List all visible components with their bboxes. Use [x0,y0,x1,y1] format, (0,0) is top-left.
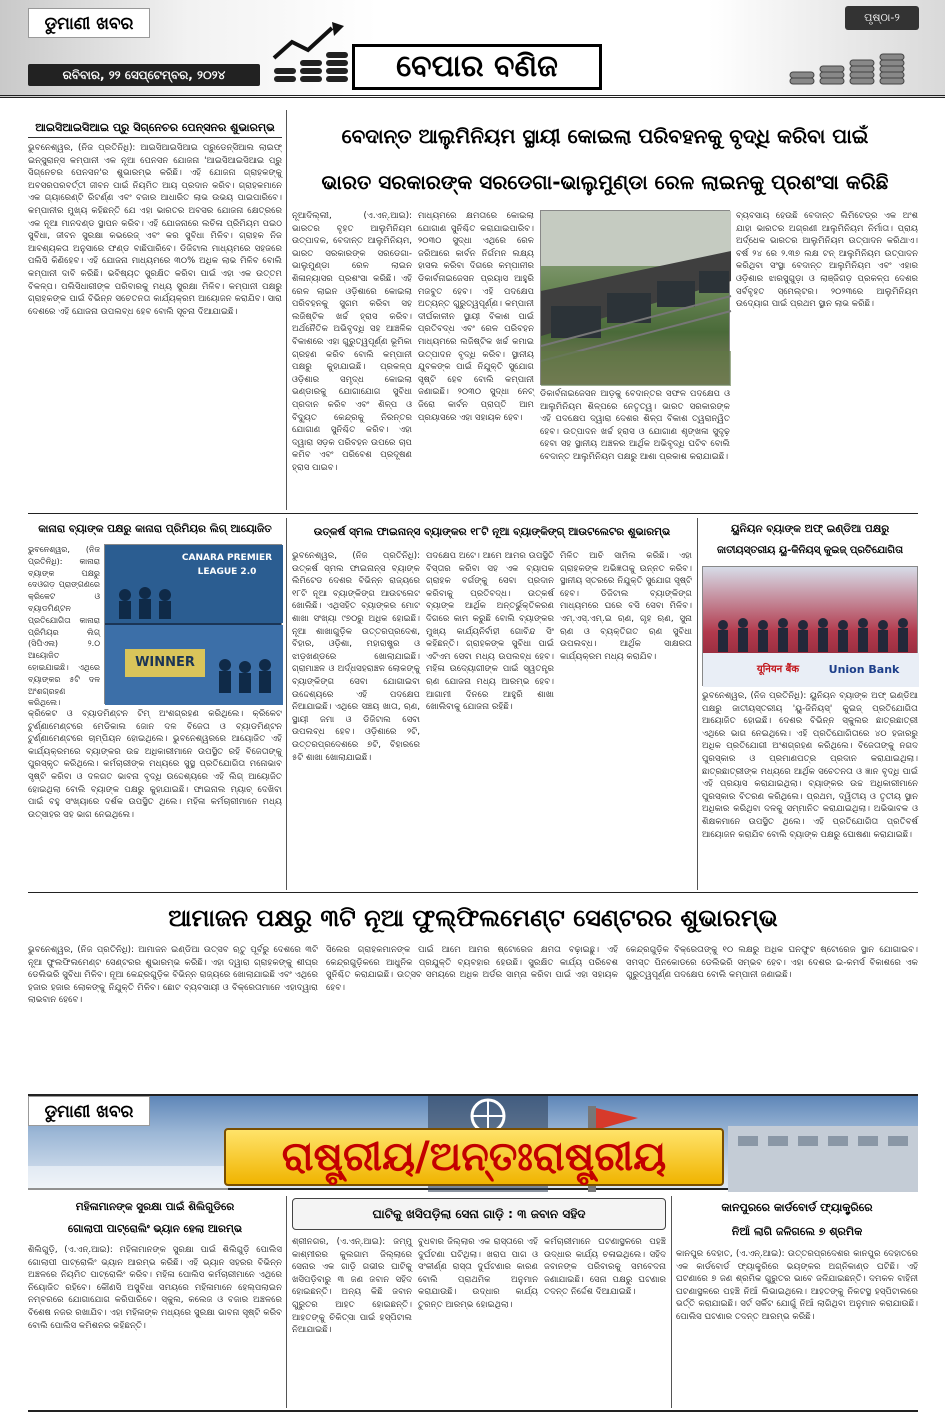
coin-stack-icon [274,76,296,82]
icici-headline: ଆଇସିଆଇସିଆଇ ପ୍ରୁ ସିଗ୍ନେଚର ପେନ୍‌ସନର ଶୁଭାରମ୍ଭ [28,118,282,138]
column-divider [286,110,287,510]
utkarsh-article-col1: ଭୁବନେଶ୍ୱର, (ନିଜ ପ୍ରତିନିଧି): ଉତ୍କର୍ଷ ସ୍ମଲ ଫାଇନାନ୍ସ ବ୍ୟାଙ୍କ ଲିମିଟେଡ ଦେଶର ବିଭିନ୍ନ ରାଜ୍ୟରେ ୧୮ଟି ନୂଆ ବ୍ୟାଙ୍କିଙ୍ଗ ଆଉଟଲେଟ ଖୋଲିଛି। ଏଥିସହିତ ବ୍ୟାଙ୍କର ମୋଟ ଶାଖା ସଂଖ୍ୟା ୯୭୦ରୁ ଅଧିକ ହୋଇଛି। ନୂଆ ଶାଖାଗୁଡ଼ିକ ଉତ୍ତରପ୍ରଦେଶ, ବିହାର, ଓଡ଼ିଶା, ମହାରାଷ୍ଟ୍ର ଓ ଝାଡ଼ଖଣ୍ଡରେ ଖୋଲାଯାଇଛି। ଗ୍ରାମାଞ୍ଚଳ ଓ ଅର୍ଦ୍ଧସହରାଞ୍ଚଳ ଲୋକଙ୍କୁ ବ୍ୟାଙ୍କିଙ୍ଗ ସେବା ଯୋଗାଇବା ଉଦ୍ଦେଶ୍ୟରେ ଏହି ପଦକ୍ଷେପ ନିଆଯାଇଛି। ଏଥିରେ ସଞ୍ଚୟ ଖାତା, ଋଣ, ସ୍ଥାୟୀ ଜମା ଓ ଡିଜିଟାଲ ସେବା ଉପଲବ୍ଧ ହେବ। ଓଡ଼ିଶାରେ ୨ଟି, ଉତ୍ତରପ୍ରଦେଶରେ ୭ଟି, ବିହାରରେ ୫ଟି ଶାଖା ଖୋଲାଯାଇଛି। [292,551,423,763]
union-photo-event [702,566,918,686]
icici-article-body: ଭୁବନେଶ୍ୱର, (ନିଜ ପ୍ରତିନିଧି): ଆଇସିଆଇସିଆଇ ପ୍ରୁଡେନ୍ସିଆଲ ଲାଇଫ୍ ଇନ୍ସୁରାନ୍ସ କମ୍ପାନୀ ଏକ ନୂଆ ପେନସନ ଯୋଜନା 'ଆଇସିଆଇସିଆଇ ପ୍ରୁ ସିଗ୍ନେଚର ପେନସନ'ର ଶୁଭାରମ୍ଭ କରିଛି। ଏହି ଯୋଜନା ଗ୍ରାହକଙ୍କୁ ଅବସରପରବର୍ତ୍ତୀ ଜୀବନ ପାଇଁ ନିୟମିତ ଆୟ ପ୍ରଦାନ କରିବ। ଗ୍ରାହକମାନେ ଏକ ଗ୍ୟାରେଣ୍ଟି ରିଟର୍ଣ୍ଣ ଏବଂ ବଜାର ଆଧାରିତ ଲାଭ ଉଭୟ ପାଇପାରିବେ। କମ୍ପାନୀର ମୁଖ୍ୟ କହିଛନ୍ତି ଯେ ଏହା ଭାରତର ଅବସର ଯୋଜନା କ୍ଷେତ୍ରରେ ଏକ ନୂଆ ମାନଦଣ୍ଡ ସ୍ଥାପନ କରିବ। ଏହି ଯୋଜନାରେ ଲଚିଳା ପ୍ରିମିୟମ ପଇଠ ସୁବିଧା, ଜୀବନ ସୁରକ୍ଷା କଭରେଜ୍ ଏବଂ କର ସୁବିଧା ମିଳିବ। ଗ୍ରାହକ ନିଜ ଆବଶ୍ୟକତା ଅନୁସାରେ ଫଣ୍ଡ ବାଛିପାରିବେ। ଡିଜିଟାଲ ମାଧ୍ୟମରେ ସହଜରେ ପଲିସି କିଣିହେବ। ଏହି ଯୋଜନା ମାଧ୍ୟମରେ ୩୦% ଅଧିକ ଲାଭ ମିଳିବ ବୋଲି କମ୍ପାନୀ ଦାବି କରିଛି। ଭବିଷ୍ୟତ ସୁରକ୍ଷିତ କରିବା ପାଇଁ ଏହା ଏକ ଉତ୍ତମ ବିକଳ୍ପ। ପଲିସିଧାରୀଙ୍କ ପରିବାରକୁ ମଧ୍ୟ ସୁରକ୍ଷା ମିଳିବ। କମ୍ପାନୀ ପକ୍ଷରୁ ଗ୍ରାହକଙ୍କ ପାଇଁ ବିଭିନ୍ନ ସଚେତନତା କାର୍ଯ୍ୟକ୍ରମ ଆୟୋଜନ କରାଯିବ। ସାରା ଦେଶରେ ଏହି ଯୋଜନା ଉପଲବ୍ଧ ହେବ ବୋଲି ସୂଚନା ଦିଆଯାଇଛି। [28,143,285,317]
lead-headline-line1: ବେଦାନ୍ତ ଆଲୁମିନିୟମ ସ୍ଥାୟୀ କୋଇଲା ପରିବହନକୁ ବୃଦ୍ଧି କରିବା ପାଇଁ [341,124,869,148]
army-headline: ଘାଟିକୁ ଖସିପଡ଼ିଲା ସେନା ଗାଡ଼ି : ୩ ଜବାନ ସହିଦ [292,1198,666,1230]
siliguri-headline-line1: ମହିଳାମାନଙ୍କ ସୁରକ୍ଷା ପାଇଁ ଶିଲିଗୁଡିରେ [75,1201,235,1213]
lead-article-col3: ଡିକାର୍ବନାଇଜେସନ ଆଡ଼କୁ ବେଦାନ୍ତର ସଫଳ ପଦକ୍ଷେପ ଓ ଆଲୁମିନିୟମ ଶିଳ୍ପରେ ନେତୃତ୍ୱ। ଭାରତ ସରକାରଙ୍କ ଏହି ପଦକ୍ଷେପ ଦ୍ୱାରା ଦେଶର ଶିଳ୍ପ ବିକାଶ ତ୍ୱରାନ୍ୱିତ ହେବ। ଉତ୍ପାଦନ ଖର୍ଚ୍ଚ ହ୍ରାସ ଓ ଯୋଗାଣ ଶୃଙ୍ଖଳା ସୁଦୃଢ଼ ହେବା ସହ ସ୍ଥାନୀୟ ଅଞ୍ଚଳର ଆର୍ଥିକ ଅଭିବୃଦ୍ଧି ଘଟିବ ବୋଲି ବେଦାନ୍ତ ଆଲୁମିନିୟମ ପକ୍ଷରୁ ଆଶା ପ୍ରକାଶ କରାଯାଇଛି। [540,389,733,462]
coin-stack-icon [780,34,930,94]
canara-headline: କାନାରା ବ୍ୟାଙ୍କ ପକ୍ଷରୁ କାନାରା ପ୍ରିମିୟର ଲିଗ୍ ଆୟୋଜିତ [38,523,272,535]
siliguri-headline-line2: ଗୋଲାପୀ ପାଟ୍ରୋଲିଂ ଭ୍ୟାନ ହେଲା ଆରମ୍ଭ [67,1223,243,1235]
siliguri-article-body: ଶିଲିଗୁଡ଼ି, (ଏ.ଏନ୍.ଆଇ): ମହିଳାମାନଙ୍କ ସୁରକ୍ଷା ପାଇଁ ଶିଲିଗୁଡ଼ି ପୋଲିସ ଗୋଲାପୀ ପାଟ୍ରୋଲିଂ ଭ୍ୟାନ ଆରମ୍ଭ କରିଛି। ଏହି ଭ୍ୟାନ ସହରର ବିଭିନ୍ନ ଅଞ୍ଚଳରେ ନିୟମିତ ପାଟ୍ରୋଲିଂ କରିବ। ମହିଳା ପୋଲିସ କର୍ମଚାରୀମାନେ ଏଥିରେ ନିୟୋଜିତ ରହିବେ। କୌଣସି ଅସୁବିଧା ସମୟରେ ମହିଳାମାନେ ହେଲ୍ପଲାଇନ ନମ୍ବରରେ ଯୋଗାଯୋଗ କରିପାରିବେ। ସ୍କୁଲ, କଲେଜ ଓ ବଜାର ଅଞ୍ଚଳରେ ବିଶେଷ ନଜର ରଖାଯିବ। ଏହା ମହିଳାଙ୍କ ମଧ୍ୟରେ ସୁରକ୍ଷା ଭାବନା ସୃଷ୍ଟି କରିବ ବୋଲି ପୋଲିସ କମିଶନର କହିଛନ୍ତି। [28,1245,285,1331]
canara-photo-collage [104,544,282,704]
newspaper-brand: ଡୁମାଣୀ ଖବର [28,8,150,38]
lead-article-col2: ମାଧ୍ୟମରେ କ୍ଷମତାରେ କୋଇଲା ଯୋଗାଣ ସୁନିଶ୍ଚିତ କରାଯାଇପାରିବ। ୨୦୩୦ ସୁଦ୍ଧା ଏଥିରେ ରେଳ ଜରିଆରେ କାର୍ବନ ନିର୍ଗମନ ଲକ୍ଷ୍ୟ ହାସଲ କରିବା ଦିଗରେ କମ୍ପାନୀର ଡିକାର୍ବନାଇଜେସନ ପ୍ରୟାସ ଆହୁରି ମଜବୁତ ହେବ। ଏହି ପଦକ୍ଷେପ ଅତ୍ୟନ୍ତ ଗୁରୁତ୍ୱପୂର୍ଣ୍ଣ। କମ୍ପାନୀ ଦୀର୍ଘକାଳୀନ ସ୍ଥାୟୀ ବିକାଶ ପାଇଁ ପ୍ରତିବଦ୍ଧ ଏବଂ ରେଳ ପରିବହନ ମାଧ୍ୟମରେ ଲଜିଷ୍ଟିକ ଖର୍ଚ୍ଚ କମାଇ ଉତ୍ପାଦନ ବୃଦ୍ଧି କରିବ। ସ୍ଥାନୀୟ ଯୁବକଙ୍କ ପାଇଁ ନିଯୁକ୍ତି ସୁଯୋଗ ସୃଷ୍ଟି ହେବ ବୋଲି କମ୍ପାନୀ ଜଣାଇଛି। ୨୦୩୦ ସୁଦ୍ଧା ନେଟ୍ ଜିରୋ କାର୍ବନ ପ୍ରାପ୍ତି ଆମ ପ୍ରୟାସରେ ଏହା ସହାୟକ ହେବ। [418,211,537,423]
growth-chart-icon [270,20,350,96]
issue-date: ରବିବାର, ୨୨ ସେପ୍ଟେମ୍ବର, ୨୦୨୪ [28,64,260,86]
national-section-title: ରାଷ୍ଟ୍ରୀୟ/ଅନ୍ତଃରାଷ୍ଟ୍ରୀୟ [224,1128,724,1186]
kanpur-article-body: କାନପୁର ଦେହାତ, (ଏ.ଏନ୍.ଆଇ): ଉତ୍ତରପ୍ରଦେଶର କାନପୁର ଦେହାତରେ ଏକ କାର୍ଡବୋର୍ଡ ଫ୍ୟାକ୍ଟ୍ରିରେ ଭୟଙ୍କର ଅଗ୍ନିକାଣ୍ଡ ଘଟିଛି। ଏହି ଘଟଣାରେ ୭ ଜଣ ଶ୍ରମିକ ଗୁରୁତର ଭାବେ ଜଳିଯାଇଛନ୍ତି। ଦମକଳ ବାହିନୀ ଘଟଣାସ୍ଥଳରେ ପହଞ୍ଚି ନିଆଁ ଲିଭାଇଥିଲେ। ଆହତଙ୍କୁ ନିକଟସ୍ଥ ହସ୍ପିଟାଲରେ ଭର୍ତ୍ତି କରାଯାଇଛି। ସର୍ଟ ସର୍କିଟ ଯୋଗୁଁ ନିଆଁ ଲାଗିଥିବା ଅନୁମାନ କରାଯାଉଛି। ପୋଲିସ ଘଟଣାର ତଦନ୍ତ ଆରମ୍ଭ କରିଛି। [676,1249,921,1322]
utkarsh-article-col2: ପଦକ୍ଷେପ ଅଟେ। ଆମେ ଆମର ଉପସ୍ଥିତି ବିସ୍ତାର କରିବା ସହ ଏକ ବ୍ୟାପକ ଗ୍ରାହକ ବର୍ଗଙ୍କୁ ସେବା ପ୍ରଦାନ କରିବାକୁ ପ୍ରତିବଦ୍ଧ। ଉତ୍କର୍ଷ ବ୍ୟାଙ୍କ ଆର୍ଥିକ ଅନ୍ତର୍ଭୁକ୍ତିକରଣ ଦିଗରେ କାମ କରୁଛି ବୋଲି ବ୍ୟାଙ୍କର ମୁଖ୍ୟ କାର୍ଯ୍ୟନିର୍ବାହୀ ଗୋବିନ୍ଦ ସିଂ କହିଛନ୍ତି। ଗ୍ରାହକଙ୍କ ସୁବିଧା ପାଇଁ ଏଟିଏମ ସେବା ମଧ୍ୟ ଉପଲବ୍ଧ ହେବ। ମହିଳା ଉଦ୍ୟୋଗୀଙ୍କ ପାଇଁ ସ୍ୱତନ୍ତ୍ର ଋଣ ଯୋଜନା ମଧ୍ୟ ଆରମ୍ଭ ହେବ। ଆଗାମୀ ଦିନରେ ଆହୁରି ଶାଖା ଖୋଲିବାକୁ ଯୋଜନା ରହିଛି। [426,551,557,713]
utkarsh-article-col3: ମିଳିତ ଆଚି ସାମିଲ କରିଛି। ଏହା ଗ୍ରାହକଙ୍କ ଅଭିଜ୍ଞତାକୁ ଉନ୍ନତ କରିବ। ସ୍ଥାନୀୟ ସ୍ତରରେ ନିଯୁକ୍ତି ସୁଯୋଗ ସୃଷ୍ଟି ହେବ। ଡିଜିଟାଲ ବ୍ୟାଙ୍କିଙ୍ଗ ମାଧ୍ୟମରେ ଘରେ ବସି ସେବା ମିଳିବ। ଏମ୍.ଏସ୍.ଏମ୍.ଇ ଋଣ, ଗୃହ ଋଣ, ସୁନା ଋଣ ଓ ବ୍ୟକ୍ତିଗତ ଋଣ ସୁବିଧା ଉପଲବ୍ଧ। ଆର୍ଥିକ ସାକ୍ଷରତା କାର୍ଯ୍ୟକ୍ରମ ମଧ୍ୟ କରାଯିବ। [560,551,695,662]
column-divider [286,1196,287,1408]
amazon-article-col2: ସିଲେର ଗ୍ରାହକମାନଙ୍କ ପାଇଁ ଆମେ ଆମର ଷ୍ଟୋରେଜ କ୍ଷମତା ବଢ଼ାଇଛୁ। ଏହି କେନ୍ଦ୍ରଗୁଡ଼ିକରେ ଆଧୁନିକ ପ୍ରଯୁକ୍ତି ବ୍ୟବହାର ହେଉଛି। ସୁରକ୍ଷିତ କାର୍ଯ୍ୟ ପରିବେଶ ସୁନିଶ୍ଚିତ କରାଯାଇଛି। ଉତ୍ସବ ସମୟରେ ଅଧିକ ଅର୍ଡର ସାମ୍ନା କରିବା ପାଇଁ ଏହା ସହାୟକ ହେବ। [326,945,621,993]
union-headline-line1: ୟୁନିୟନ ବ୍ୟାଙ୍କ ଅଫ୍ ଇଣ୍ଡିଆ ପକ୍ଷରୁ [730,523,890,535]
army-article-col3: କର୍ମଚାରୀମାନେ ଘଟଣାସ୍ଥଳରେ ପହଞ୍ଚି ଉଦ୍ଧାର କାର୍ଯ୍ୟ ଚଳାଇଥିଲେ। ସହିଦ ଜବାନଙ୍କ ପରିବାରକୁ ସମବେଦନା ଜଣାଯାଇଛି। ସେନା ପକ୍ଷରୁ ଘଟଣାର ତଦନ୍ତ ନିର୍ଦ୍ଦେଶ ଦିଆଯାଇଛି। [544,1237,669,1298]
column-divider [697,518,698,890]
national-brand: ଡୁମାଣୀ ଖବର [28,1096,150,1126]
lead-headline-line2: ଭାରତ ସରକାରଙ୍କ ସରଡେଗା-ଭାଲୁମୁଣ୍ଡା ରେଳ ଲାଇନକୁ ପ୍ରଶଂସା କରିଛି [321,170,889,194]
lead-article-col1: ନୂଆଦିଲ୍ଲୀ, (ଏ.ଏନ୍.ଆଇ): ଭାରତର ବୃହତ ଆଲୁମିନିୟମ ଉତ୍ପାଦକ, ବେଦାନ୍ତ ଆଲୁମିନିୟମ, ଭାରତ ସରକାରଙ୍କ ସରଡେଗା-ଭାଲୁମୁଣ୍ଡା ରେଳ ଲାଇନ ଶିଳାନ୍ୟାସର ପ୍ରଶଂସା କରିଛି। ଏହି ରେଳ ଲାଇନ ଓଡ଼ିଶାରେ କୋଇଲା ପରିବହନକୁ ସୁଗମ କରିବା ସହ ଲଜିଷ୍ଟିକ ଖର୍ଚ୍ଚ ହ୍ରାସ କରିବ। ଅର୍ଥନୈତିକ ଅଭିବୃଦ୍ଧି ସହ ଆଞ୍ଚଳିକ ବିକାଶରେ ଏହା ଗୁରୁତ୍ୱପୂର୍ଣ୍ଣ ଭୂମିକା ଗ୍ରହଣ କରିବ ବୋଲି କମ୍ପାନୀ ପକ୍ଷରୁ କୁହାଯାଇଛି। ପ୍ରକଳ୍ପ ଓଡ଼ିଶାର ସମୃଦ୍ଧ କୋଇଲା ଭଣ୍ଡାରକୁ ଯୋଗାଯୋଗ ସୁବିଧା ପ୍ରଦାନ କରିବ ଏବଂ ଶିଳ୍ପ ଓ ବିଦ୍ୟୁତ କେନ୍ଦ୍ରକୁ ନିରନ୍ତର ଯୋଗାଣ ସୁନିଶ୍ଚିତ କରିବ। ଏହା ଦ୍ୱାରା ସଡ଼କ ପରିବହନ ଉପରେ ଚାପ କମିବ ଏବଂ ପରିବେଶ ପ୍ରଦୂଷଣ ହ୍ରାସ ପାଇବ। [292,211,415,473]
section-rule [28,892,918,893]
footer-rule [28,1410,918,1412]
amazon-article-col1: ଭୁବନେଶ୍ୱର, (ନିଜ ପ୍ରତିନିଧି): ଆମାଜନ ଇଣ୍ଡିଆ ଉତ୍ସବ ଋତୁ ପୂର୍ବରୁ ଦେଶରେ ୩ଟି ନୂଆ ଫୁଲଫିଲମେଣ୍ଟ ସେଣ୍ଟରର ଶୁଭାରମ୍ଭ କରିଛି। ଏହା ଦ୍ୱାରା ଗ୍ରାହକଙ୍କୁ ଶୀଘ୍ର ଡେଲିଭରି ସୁବିଧା ମିଳିବ। ନୂଆ କେନ୍ଦ୍ରଗୁଡ଼ିକ ବିଭିନ୍ନ ରାଜ୍ୟରେ ଖୋଲାଯାଇଛି ଏବଂ ଏଥିରେ ହଜାର ହଜାର ଲୋକଙ୍କୁ ନିଯୁକ୍ତି ମିଳିବ। ଛୋଟ ବ୍ୟବସାୟୀ ଓ ବିକ୍ରେତାମାନେ ଏହାଦ୍ୱାରା ଲାଭବାନ ହେବେ। [28,945,321,1006]
canara-photo-title: CANARA PREMIER LEAGUE 2.0 [181,553,273,577]
train-wagons-icon [541,211,731,386]
section-title: ବେପାର ବଣିଜ [352,44,602,90]
lead-photo-coal-train [540,210,730,385]
amazon-article-col3: କେନ୍ଦ୍ରଗୁଡ଼ିକ ବିକ୍ରେତାଙ୍କୁ ୧୦ ଲକ୍ଷରୁ ଅଧିକ ଘନଫୁଟ ଷ୍ଟୋରେଜ ସ୍ଥାନ ଯୋଗାଇବ। ସମସ୍ତ ପିନକୋଡରେ ଡେଲିଭରି ସମ୍ଭବ ହେବ। ଏହା ଦେଶର ଇ-କମର୍ସ ବିକାଶରେ ଏକ ଗୁରୁତ୍ୱପୂର୍ଣ୍ଣ ପଦକ୍ଷେପ ବୋଲି କମ୍ପାନୀ ଜଣାଇଛି। [626,945,921,981]
utkarsh-headline: ଉତ୍କର୍ଷ ସ୍ମଲ ଫାଇନାନ୍ସ ବ୍ୟାଙ୍କର ୧୮ଟି ନୂଆ ବ୍ୟାଙ୍କିଙ୍ଗ୍ ଆଉଟଲେଟର ଶୁଭାରମ୍ଭ [313,526,671,538]
column-divider [671,1196,672,1408]
lead-article-col4: ବ୍ୟବସାୟ ହେଉଛି ବେଦାନ୍ତ ଲିମିଟେଡ୍‌ର ଏକ ଅଂଶ ଯାହା ଭାରତର ଅଗ୍ରଣୀ ଆଲୁମିନିୟମ ନିର୍ମାତା। ପ୍ରାୟ ଅର୍ଦ୍ଧେକ ଭାରତର ଆଲୁମିନିୟମ ଉତ୍ପାଦନ କରିଥାଏ। ବର୍ଷ ୨୪ ରେ ୨.୩୭ ଲକ୍ଷ ଟନ୍ ଆଲୁମିନିୟମ ଉତ୍ପାଦନ କରିଥିବା ସଂସ୍ଥା ବେଦାନ୍ତ ଆଲୁମିନିୟମ ଏବଂ ଏହାର ଓଡ଼ିଶାର ଝାରସୁଗୁଡ଼ା ଓ ଲାଞ୍ଜିଗଡ଼ ପ୍ରକଳ୍ପ ଦେଶର ସର୍ବବୃହତ ସ୍ମେଲ୍ଟର। ୨୦୨୩ରେ ଆଲୁମିନିୟମ ଉଦ୍ୟୋଗ ପାଇଁ ପ୍ରଥମ ସ୍ଥାନ ଲାଭ କରିଛି। [736,211,921,310]
amazon-headline: ଆମାଜନ ପକ୍ଷରୁ ୩ଟି ନୂଆ ଫୁଲ୍‌ଫିଲମେଣ୍ଟ ସେଣ୍ଟରର ଶୁଭାରମ୍ଭ [168,904,778,932]
union-headline-line2: ଜାତୀୟସ୍ତରୀୟ ୟୁ-କିନିୟସ୍ କୁଇଜ୍ ପ୍ରତିଯୋଗିତା [716,545,904,556]
army-article-col1: ଶ୍ରୀନଗର, (ଏ.ଏନ୍.ଆଇ): ଜମ୍ମୁ କାଶ୍ମୀରର କୁଲଗାମ ଜିଲ୍ଲାରେ ସେନାର ଏକ ଗାଡ଼ି ଗଭୀର ଘାଟିକୁ ଖସିପଡ଼ିବାରୁ ୩ ଜଣ ଜବାନ ସହିଦ ହୋଇଛନ୍ତି। ଅନ୍ୟ କିଛି ଜବାନ ଗୁରୁତର ଆହତ ହୋଇଛନ୍ତି। ଆହତଙ୍କୁ ଚିକିତ୍ସା ପାଇଁ ହସ୍ପିଟାଲ ନିଆଯାଇଛି। [292,1237,415,1336]
section-rule [28,513,918,514]
kanpur-headline-line2: ନିଆଁ ଲାଗି ଜଳିଗଲେ ୭ ଶ୍ରମିକ [731,1225,863,1238]
army-article-col2: ବୁଧବାର ଜିଲ୍ଲାର ଏକ ରାସ୍ତାରେ ଏହି ଦୁର୍ଘଟଣା ଘଟିଥିଲା। ଖରାପ ପାଗ ଓ ସଂକୀର୍ଣ୍ଣ ରାସ୍ତା ଦୁର୍ଘଟଣାର କାରଣ ବୋଲି ପ୍ରାଥମିକ ଅନୁମାନ କରାଯାଉଛି। ଉଦ୍ଧାର କାର୍ଯ୍ୟ ତୁରନ୍ତ ଆରମ୍ଭ ହୋଇଥିଲା। [418,1237,541,1310]
union-article-body: ଭୁବନେଶ୍ୱର, (ନିଜ ପ୍ରତିନିଧି): ୟୁନିୟନ ବ୍ୟାଙ୍କ ଅଫ୍ ଇଣ୍ଡିଆ ପକ୍ଷରୁ ଜାତୀୟସ୍ତରୀୟ 'ୟୁ-ଜିନିୟସ୍' କୁଇଜ୍ ପ୍ରତିଯୋଗିତା ଆୟୋଜିତ ହୋଇଛି। ଦେଶର ବିଭିନ୍ନ ସ୍କୁଲର ଛାତ୍ରଛାତ୍ରୀ ଏଥିରେ ଭାଗ ନେଇଥିଲେ। ଏହି ପ୍ରତିଯୋଗିତାରେ ୪୦ ହଜାରରୁ ଅଧିକ ପ୍ରତିଯୋଗୀ ଅଂଶଗ୍ରହଣ କରିଥିଲେ। ବିଜେତାଙ୍କୁ ନଗଦ ପୁରସ୍କାର ଓ ପ୍ରମାଣପତ୍ର ପ୍ରଦାନ କରାଯାଇଥିଲା। ଛାତ୍ରଛାତ୍ରୀଙ୍କ ମଧ୍ୟରେ ଆର୍ଥିକ ସଚେତନତା ଓ ଜ୍ଞାନ ବୃଦ୍ଧି ପାଇଁ ଏହି ପ୍ରୟାସ କରାଯାଇଥିଲା। ବ୍ୟାଙ୍କର ଉଚ୍ଚ ଅଧିକାରୀମାନେ ପୁରସ୍କାର ବିତରଣ କରିଥିଲେ। ପ୍ରଥମ, ଦ୍ୱିତୀୟ ଓ ତୃତୀୟ ସ୍ଥାନ ଅଧିକାର କରିଥିବା ଦଳକୁ ସମ୍ମାନିତ କରାଯାଇଥିଲା। ଅଭିଭାବକ ଓ ଶିକ୍ଷକମାନେ ଉପସ୍ଥିତ ଥିଲେ। ଏହି ପ୍ରତିଯୋଗିତା ପ୍ରତିବର୍ଷ ଆୟୋଜନ କରାଯିବ ବୋଲି ବ୍ୟାଙ୍କ ପକ୍ଷରୁ ଘୋଷଣା କରାଯାଇଛି। [702,691,921,840]
kanpur-headline-line1: କାନପୁରରେ କାର୍ଡବୋର୍ଡ ଫ୍ୟାକ୍ଟ୍ରିରେ [721,1201,873,1214]
canara-intro: ଭୁବନେଶ୍ୱର, (ନିଜ ପ୍ରତିନିଧି): କାନାରା ବ୍ୟାଙ୍କ ପକ୍ଷରୁ ଦେଓଗଡ଼ ପ୍ରାଙ୍ଗଣରେ କ୍ରିକେଟ ଓ ବ୍ୟାଡମିଣ୍ଟନ ପ୍ରତିଯୋଗିତା କାନାରା ପ୍ରିମିୟର ଲିଗ୍ (ସିପିଏଲ) ୨.୦ ଆୟୋଜିତ ହୋଇଯାଇଛି। ଏଥିରେ ବ୍ୟାଙ୍କର ୫ଟି ଦଳ ଅଂଶଗ୍ରହଣ କରିଥିଲେ। [28,545,103,708]
page-number: ପୃଷ୍ଠା-୨ [845,6,919,30]
union-logo-hindi: यूनियन बैंक [756,664,800,675]
canara-article-body: କ୍ରିକେଟ ଓ ବ୍ୟାଡମିଣ୍ଟନ ଟିମ୍ ଅଂଶଗ୍ରହଣ କରିଥିଲେ। କ୍ରିକେଟ ଟୁର୍ଣ୍ଣାମେଣ୍ଟରେ ମେଡିକାଲ ଜୋନ ଦଳ ବିଜେତା ଓ ବ୍ୟାଡମିଣ୍ଟନ ଟୁର୍ଣ୍ଣାମେଣ୍ଟରେ ଚାମ୍ପିୟନ ହୋଇଥିଲେ। ଭୁବନେଶ୍ୱରରେ ଆୟୋଜିତ ଏହି କାର୍ଯ୍ୟକ୍ରମରେ ବ୍ୟାଙ୍କର ଉଚ୍ଚ ଅଧିକାରୀମାନେ ଉପସ୍ଥିତ ରହି ବିଜେତାଙ୍କୁ ପୁରସ୍କୃତ କରିଥିଲେ। କର୍ମଚାରୀଙ୍କ ମଧ୍ୟରେ ସୁସ୍ଥ ପ୍ରତିଯୋଗିତା ମନୋଭାବ ସୃଷ୍ଟି କରିବା ଓ ଦଳଗତ ଭାବନା ବୃଦ୍ଧି ଉଦ୍ଦେଶ୍ୟରେ ଏହି ଲିଗ୍ ଆୟୋଜିତ ହୋଇଥିଲା ବୋଲି ବ୍ୟାଙ୍କ ପକ୍ଷରୁ କୁହାଯାଇଛି। ଫାଇନାଲ ମ୍ୟାଚ୍ ଦେଖିବା ପାଇଁ ବହୁ ସଂଖ୍ୟାରେ ଦର୍ଶକ ଉପସ୍ଥିତ ଥିଲେ। ମହିଳା କର୍ମଚାରୀମାନେ ମଧ୍ୟ ଉତ୍ସାହର ସହ ଭାଗ ନେଇଥିଲେ। [28,709,285,820]
union-logo-english: Union Bank [828,663,900,676]
column-divider [286,518,287,890]
canara-photo-winner: WINNER [135,655,195,670]
